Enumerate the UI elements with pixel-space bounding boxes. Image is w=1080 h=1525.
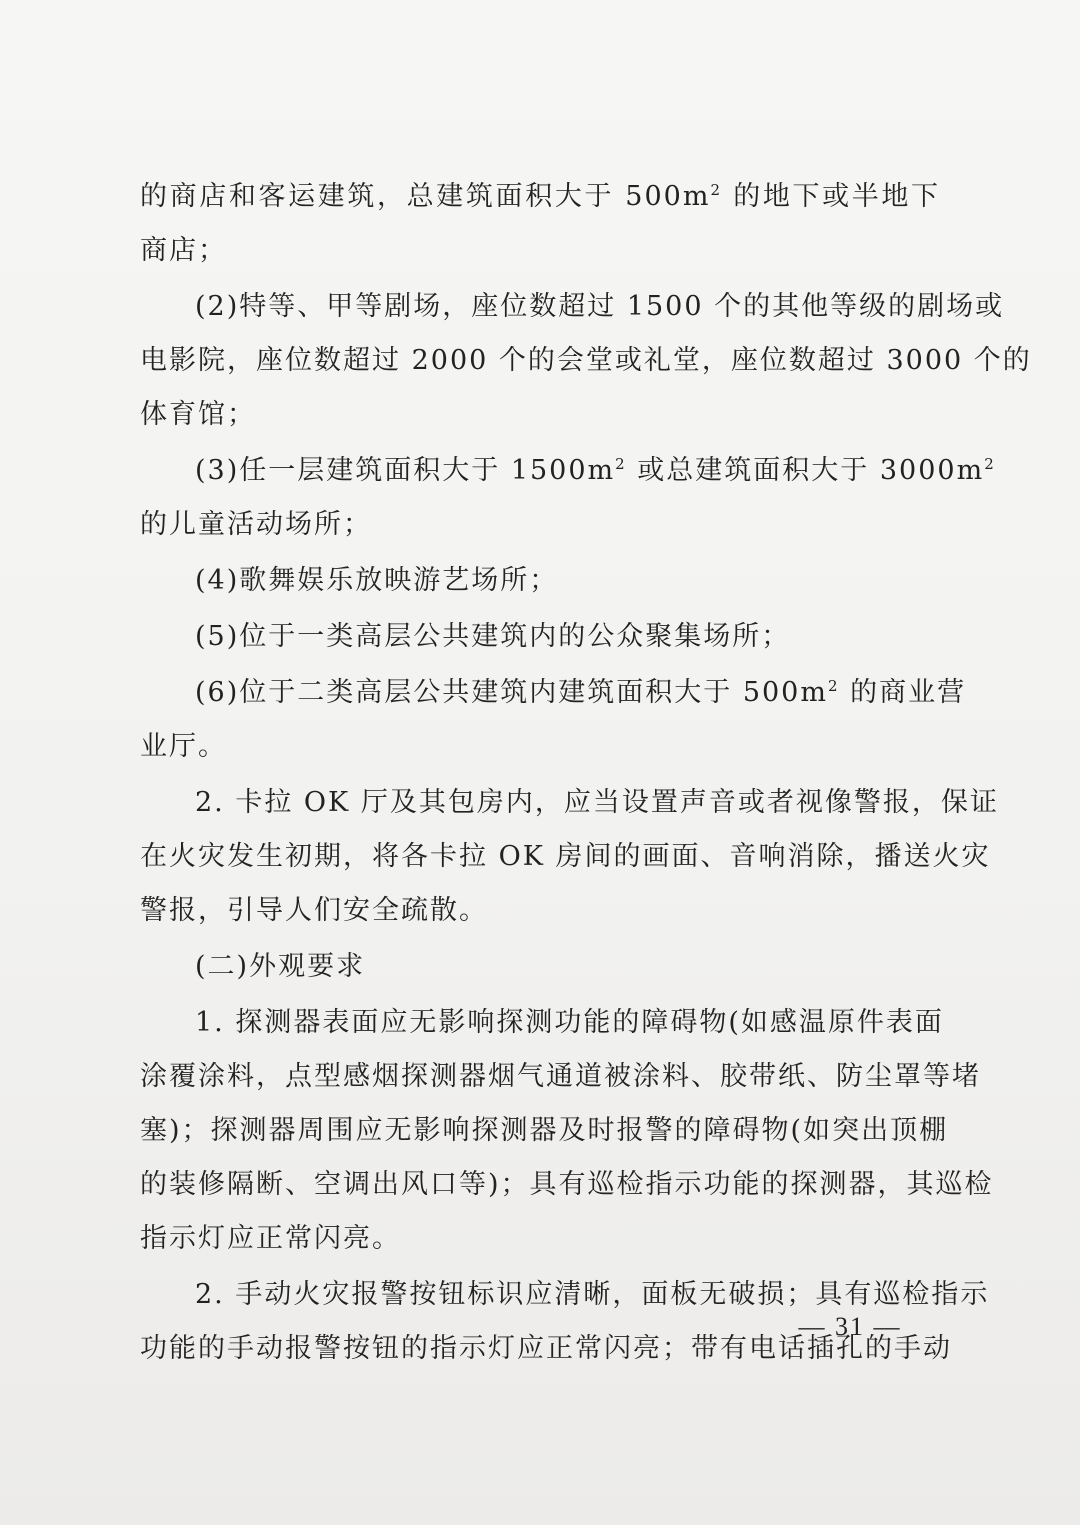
text-line: (6)位于二类高层公共建筑内建筑面积大于 $500m^2$ 的商业营 xyxy=(195,677,967,708)
text-line: 1. 探测器表面应无影响探测功能的障碍物(如感温原件表面 xyxy=(195,1007,944,1038)
text-line: (5)位于一类高层公共建筑内的公众聚集场所； xyxy=(195,621,791,652)
text-line: 在火灾发生初期，将各卡拉 OK 房间的画面、音响消除，播送火灾 xyxy=(140,841,991,872)
text-line: 功能的手动报警按钮的指示灯应正常闪亮；带有电话插孔的手动 xyxy=(140,1333,952,1364)
text-line: 2. 卡拉 OK 厅及其包房内，应当设置声音或者视像警报，保证 xyxy=(195,787,999,818)
text-line: 业厅。 xyxy=(140,731,227,762)
text-line: (3)任一层建筑面积大于 $1500m^2$ 或总建筑面积大于 $3000m^2$ xyxy=(195,455,996,486)
text-line: 警报，引导人们安全疏散。 xyxy=(140,895,488,926)
text-line: 的装修隔断、空调出风口等)；具有巡检指示功能的探测器，其巡检 xyxy=(140,1169,994,1200)
text-line: 体育馆； xyxy=(140,399,256,430)
text-line: 塞)；探测器周围应无影响探测器及时报警的障碍物(如突出顶棚 xyxy=(140,1115,949,1146)
text-line: (2)特等、甲等剧场，座位数超过 1500 个的其他等级的剧场或 xyxy=(195,291,1005,322)
text-line: 的商店和客运建筑，总建筑面积大于 $500m^2$ 的地下或半地下 xyxy=(140,181,940,212)
text-line: 涂覆涂料，点型感烟探测器烟气通道被涂料、胶带纸、防尘罩等堵 xyxy=(140,1061,981,1092)
text-line: 指示灯应正常闪亮。 xyxy=(140,1223,401,1254)
page-number: — 31 — xyxy=(798,1312,902,1341)
text-line: 电影院，座位数超过 2000 个的会堂或礼堂，座位数超过 3000 个的 xyxy=(140,345,1032,376)
section-heading: (二)外观要求 xyxy=(195,951,366,982)
text-line: 的儿童活动场所； xyxy=(140,509,372,540)
text-line: (4)歌舞娱乐放映游艺场所； xyxy=(195,565,559,596)
text-line: 商店； xyxy=(140,235,227,266)
text-line: 2. 手动火灾报警按钮标识应清晰，面板无破损；具有巡检指示 xyxy=(195,1279,990,1310)
body-text xyxy=(140,170,1032,1376)
